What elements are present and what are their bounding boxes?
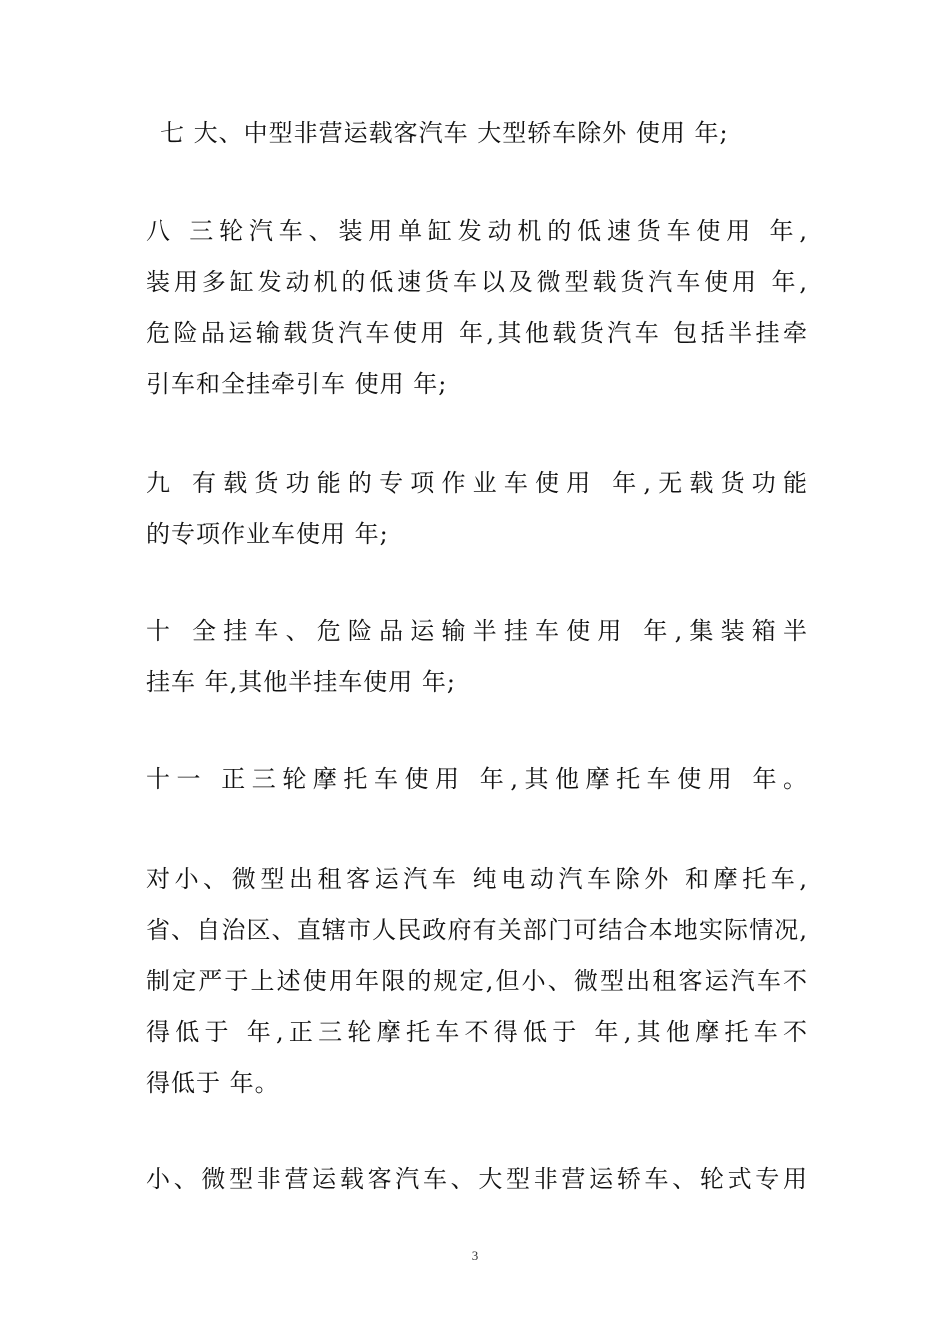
text-line: 的专项作业车使用 年; [146, 520, 389, 548]
page-number: 3 [471, 1248, 479, 1263]
text-line: 九 有载货功能的专项作业车使用 年,无载货功能 [146, 469, 808, 497]
paragraph-item-9 [146, 458, 808, 560]
text-line: 得低于 年,正三轮摩托车不得低于 年,其他摩托车不 [146, 1018, 808, 1046]
paragraph-item-10 [146, 606, 808, 708]
text-line: 省、自治区、直辖市人民政府有关部门可结合本地实际情况, [146, 916, 808, 944]
text-line: 十一 正三轮摩托车使用 年,其他摩托车使用 年。 [146, 765, 808, 793]
text-line: 装用多缸发动机的低速货车以及微型载货汽车使用 年, [146, 268, 808, 296]
text-line: 小、微型非营运载客汽车、大型非营运轿车、轮式专用 [146, 1165, 808, 1193]
text-line: 挂车 年,其他半挂车使用 年; [146, 668, 456, 696]
paragraph-item-7 [160, 108, 782, 159]
paragraph-item-8 [146, 206, 808, 410]
text-line: 引车和全挂牵引车 使用 年; [146, 370, 448, 398]
text-line: 制定严于上述使用年限的规定,但小、微型出租客运汽车不 [146, 967, 808, 995]
paragraph-non-operating-vehicles [146, 1154, 808, 1205]
text-line: 七 大、中型非营运载客汽车 大型轿车除外 使用 年; [160, 119, 729, 147]
text-line: 危险品运输载货汽车使用 年,其他载货汽车 包括半挂牵 [146, 319, 808, 347]
paragraph-item-11 [146, 754, 808, 805]
text-line: 对小、微型出租客运汽车 纯电动汽车除外 和摩托车, [146, 865, 808, 893]
text-line: 八 三轮汽车、装用单缸发动机的低速货车使用 年, [146, 217, 808, 245]
text-line: 十 全挂车、危险品运输半挂车使用 年,集装箱半 [146, 617, 808, 645]
text-line: 得低于 年。 [146, 1069, 280, 1097]
paragraph-taxi-motorcycle [146, 854, 808, 1109]
